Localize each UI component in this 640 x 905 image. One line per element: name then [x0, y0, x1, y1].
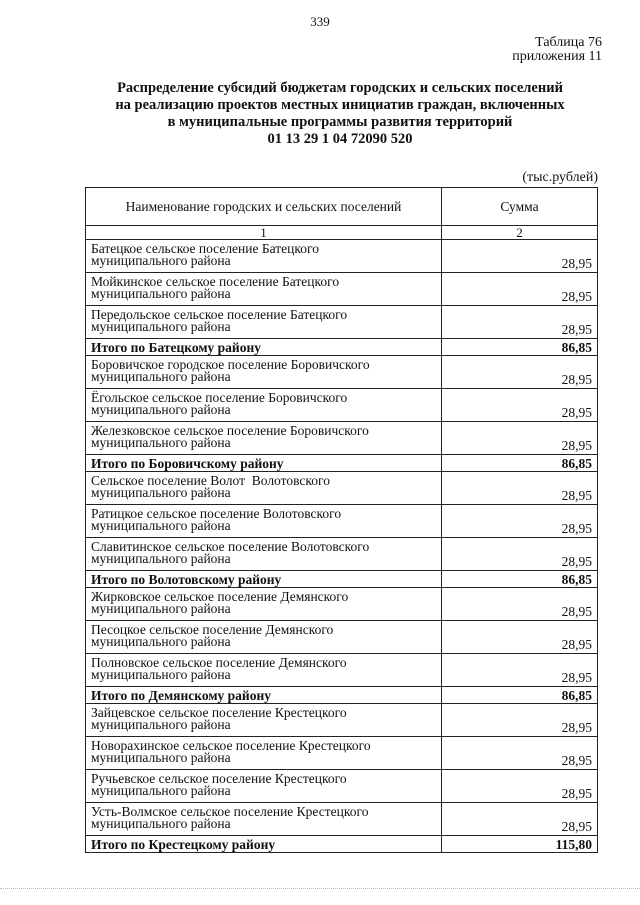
district-total-row: [86, 455, 598, 472]
amount-cell: 28,95: [442, 306, 598, 339]
settlement-name-line-2: муниципального района: [91, 485, 231, 500]
settlement-row: [86, 538, 598, 571]
title-line-3: в муниципальные программы развития территорий: [167, 114, 513, 130]
amount-cell: 28,95: [442, 472, 598, 505]
settlement-name-line-1: Ратицкое сельское поселение Волотовского: [91, 506, 342, 521]
settlement-name-line-1: Жирковское сельское поселение Демянского: [91, 589, 349, 604]
amount-cell: 28,95: [442, 538, 598, 571]
table-header-row: [86, 188, 598, 226]
settlement-name: [86, 472, 442, 505]
district-total-row: [86, 571, 598, 588]
amount-cell: 28,95: [442, 621, 598, 654]
amount-cell: 28,95: [442, 770, 598, 803]
settlement-row: [86, 803, 598, 836]
settlement-name-line-2: муниципального района: [91, 783, 231, 798]
column-number: 1: [86, 226, 442, 240]
amount-cell: 86,85: [442, 687, 598, 704]
amount-cell: 28,95: [442, 240, 598, 273]
settlement-name-line-2: муниципального района: [91, 750, 231, 765]
amount-cell: 28,95: [442, 273, 598, 306]
settlement-name-line-1: Новорахинское сельское поселение Крестецкого: [91, 738, 371, 753]
settlement-name-line-1: Сельское поселение Волот Волотовского: [91, 473, 330, 488]
settlement-name: [86, 770, 442, 803]
settlement-row: [86, 273, 598, 306]
settlement-name-line-2: муниципального района: [91, 717, 231, 732]
settlement-row: [86, 240, 598, 273]
settlement-name: [86, 505, 442, 538]
settlement-name-line-2: муниципального района: [91, 286, 231, 301]
settlement-name-line-2: муниципального района: [91, 319, 231, 334]
settlement-row: [86, 472, 598, 505]
title-line-1: Распределение субсидий бюджетам городских и сельских поселений: [117, 80, 563, 96]
document-title: [60, 80, 620, 148]
total-label: Итого по Крестецкому району: [86, 836, 442, 853]
amount-cell: 28,95: [442, 737, 598, 770]
settlement-name-line-1: Полновское сельское поселение Демянского: [91, 655, 347, 670]
settlement-name-line-1: Песоцкое сельское поселение Демянского: [91, 622, 334, 637]
amount-cell: 28,95: [442, 422, 598, 455]
amount-cell: 28,95: [442, 654, 598, 687]
settlement-name: [86, 588, 442, 621]
settlement-name-line-1: Усть-Волмское сельское поселение Крестецкого: [91, 804, 369, 819]
settlement-name: [86, 737, 442, 770]
district-total-row: [86, 339, 598, 356]
amount-cell: 28,95: [442, 505, 598, 538]
settlement-name-line-1: Железковское сельское поселение Боровичского: [91, 423, 369, 438]
column-number: 2: [442, 226, 598, 240]
settlement-row: [86, 422, 598, 455]
settlement-name: [86, 621, 442, 654]
amount-cell: 115,80: [442, 836, 598, 853]
district-total-row: [86, 836, 598, 853]
settlement-row: [86, 621, 598, 654]
units-label: (тыс.рублей): [522, 170, 598, 185]
settlement-name-line-2: муниципального района: [91, 816, 231, 831]
settlement-name-line-2: муниципального района: [91, 518, 231, 533]
settlement-name-line-1: Зайцевское сельское поселение Крестецкого: [91, 705, 347, 720]
settlement-name-line-1: Мойкинское сельское поселение Батецкого: [91, 274, 340, 289]
total-label: Итого по Боровичскому району: [86, 455, 442, 472]
total-label: Итого по Батецкому району: [86, 339, 442, 356]
settlement-row: [86, 654, 598, 687]
settlement-row: [86, 770, 598, 803]
table-body: [86, 226, 598, 853]
settlement-row: [86, 737, 598, 770]
settlement-name-line-1: Ручьевское сельское поселение Крестецкого: [91, 771, 347, 786]
settlement-row: [86, 505, 598, 538]
settlement-name: [86, 273, 442, 306]
settlement-row: [86, 389, 598, 422]
settlement-name-line-2: муниципального района: [91, 634, 231, 649]
settlement-name: [86, 356, 442, 389]
column-number-row: [86, 226, 598, 240]
settlement-row: [86, 588, 598, 621]
settlement-name: [86, 803, 442, 836]
settlement-name: [86, 422, 442, 455]
settlement-name-line-2: муниципального района: [91, 551, 231, 566]
settlement-name: [86, 654, 442, 687]
amount-cell: 86,85: [442, 571, 598, 588]
amount-cell: 86,85: [442, 455, 598, 472]
table-reference: [512, 36, 602, 64]
settlement-row: [86, 704, 598, 737]
settlement-row: [86, 356, 598, 389]
settlement-name: [86, 704, 442, 737]
table-number: Таблица 76: [535, 35, 602, 50]
district-total-row: [86, 687, 598, 704]
amount-cell: 28,95: [442, 704, 598, 737]
settlement-name: [86, 240, 442, 273]
settlement-name-line-1: Славитинское сельское поселение Волотовского: [91, 539, 370, 554]
settlement-name: [86, 538, 442, 571]
settlement-name-line-2: муниципального района: [91, 435, 231, 450]
budget-code: 01 13 29 1 04 72090 520: [267, 131, 413, 147]
header-name: Наименование городских и сельских поселений: [86, 188, 442, 226]
header-sum: Сумма: [442, 188, 598, 226]
total-label: Итого по Волотовскому району: [86, 571, 442, 588]
settlement-row: [86, 306, 598, 339]
settlement-name-line-2: муниципального района: [91, 402, 231, 417]
settlement-name-line-2: муниципального района: [91, 601, 231, 616]
settlement-name-line-1: Батецкое сельское поселение Батецкого: [91, 241, 319, 256]
amount-cell: 28,95: [442, 356, 598, 389]
settlement-name-line-2: муниципального района: [91, 253, 231, 268]
amount-cell: 28,95: [442, 588, 598, 621]
page-number: 339: [310, 14, 330, 29]
settlement-name-line-1: Боровичское городское поселение Боровичского: [91, 357, 370, 372]
total-label: Итого по Демянскому району: [86, 687, 442, 704]
page-bottom-edge: [0, 888, 640, 889]
settlement-name-line-1: Ёгольское сельское поселение Боровичского: [91, 390, 348, 405]
amount-cell: 28,95: [442, 389, 598, 422]
amount-cell: 28,95: [442, 803, 598, 836]
settlement-name: [86, 306, 442, 339]
appendix-number: приложения 11: [512, 49, 602, 64]
settlement-name: [86, 389, 442, 422]
settlement-name-line-1: Передольское сельское поселение Батецкого: [91, 307, 348, 322]
subsidy-table: [85, 187, 598, 853]
settlement-name-line-2: муниципального района: [91, 667, 231, 682]
settlement-name-line-2: муниципального района: [91, 369, 231, 384]
amount-cell: 86,85: [442, 339, 598, 356]
title-line-2: на реализацию проектов местных инициатив граждан, включенных: [115, 97, 565, 113]
